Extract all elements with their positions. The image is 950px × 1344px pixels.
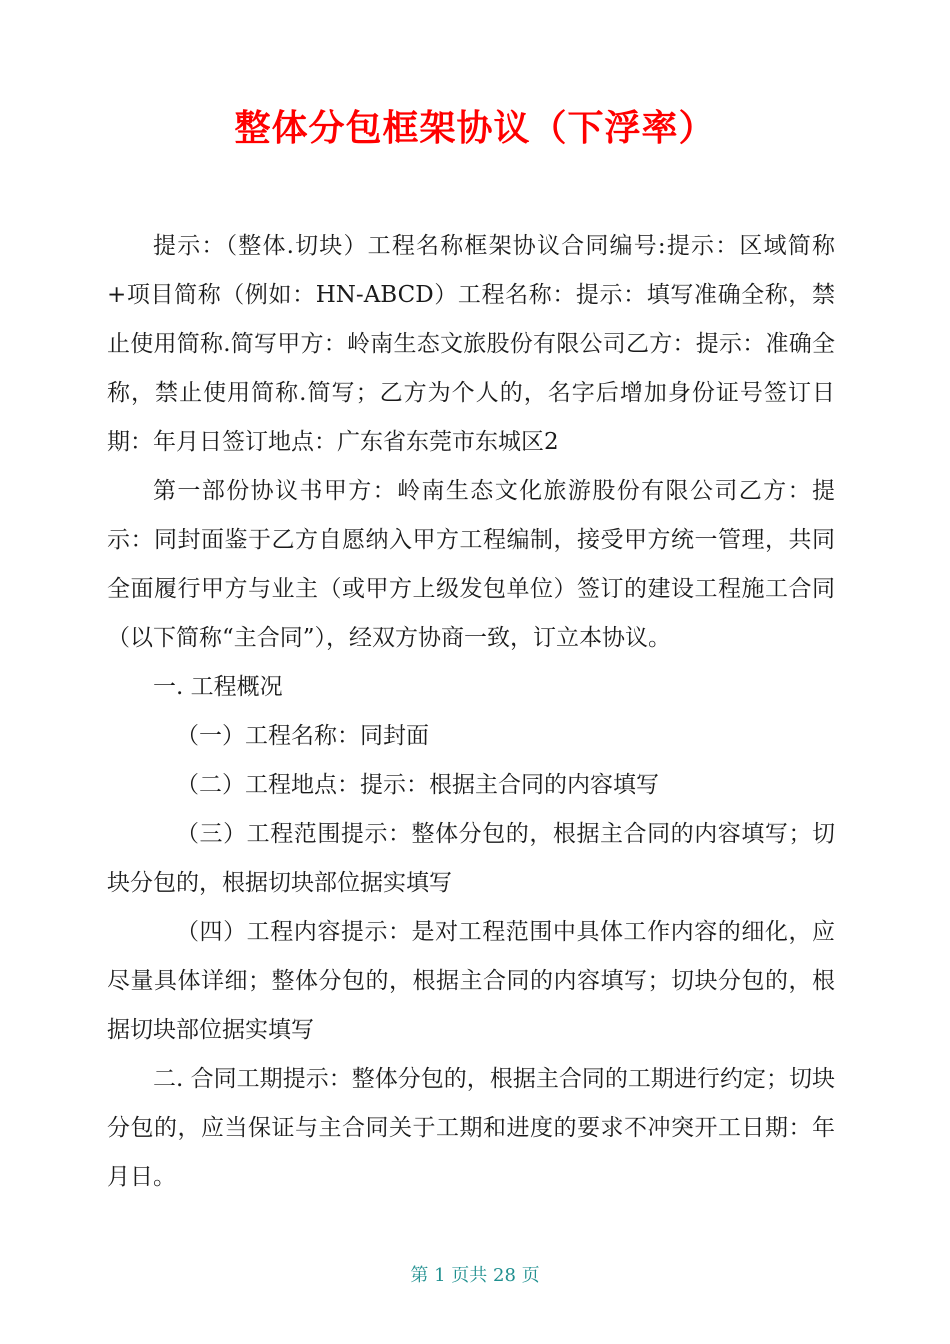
paragraph-agreement-intro: 第一部份协议书甲方：岭南生态文化旅游股份有限公司乙方：提示：同封面鉴于乙方自愿纳入甲方工程编制，接受甲方统一管理，共同全面履行甲方与业主（或甲方上级发包单位）签订的建设工程施工合同（以下简称“主合同”），经双方协商一致，订立本协议。 [107,478,835,651]
paragraph-project-name: （一）工程名称：同封面 [176,723,429,749]
paragraph-project-scope: （三）工程范围提示：整体分包的，根据主合同的内容填写；切块分包的，根据切块部位据实填写 [107,821,835,896]
paragraph-project-content: （四）工程内容提示：是对工程范围中具体工作内容的细化，应尽量具体详细；整体分包的，根据主合同的内容填写；切块分包的，根据切块部位据实填写 [107,919,835,1043]
section-contract-period: 二. 合同工期提示：整体分包的，根据主合同的工期进行约定；切块分包的，应当保证与主合同关于工期和进度的要求不冲突开工日期：年月日。 [107,1066,835,1190]
document-body [107,222,835,1202]
page-number-footer: 第 1 页共 28 页 [410,1265,540,1286]
document-title: 整体分包框架协议（下浮率） [234,108,716,149]
paragraph-project-location: （二）工程地点：提示：根据主合同的内容填写 [176,772,659,798]
section-heading-project-overview: 一. 工程概况 [153,674,283,700]
paragraph-cover-info: 提示：（整体.切块）工程名称框架协议合同编号:提示：区域简称+项目简称（例如：HN-ABCD）工程名称：提示：填写准确全称，禁止使用简称.简写甲方：岭南生态文旅股份有限公司乙方：提示：准确全称，禁止使用简称.简写；乙方为个人的，名字后增加身份证号签订日期：年月日签订地点：广东省东莞市东城区2 [107,233,835,455]
